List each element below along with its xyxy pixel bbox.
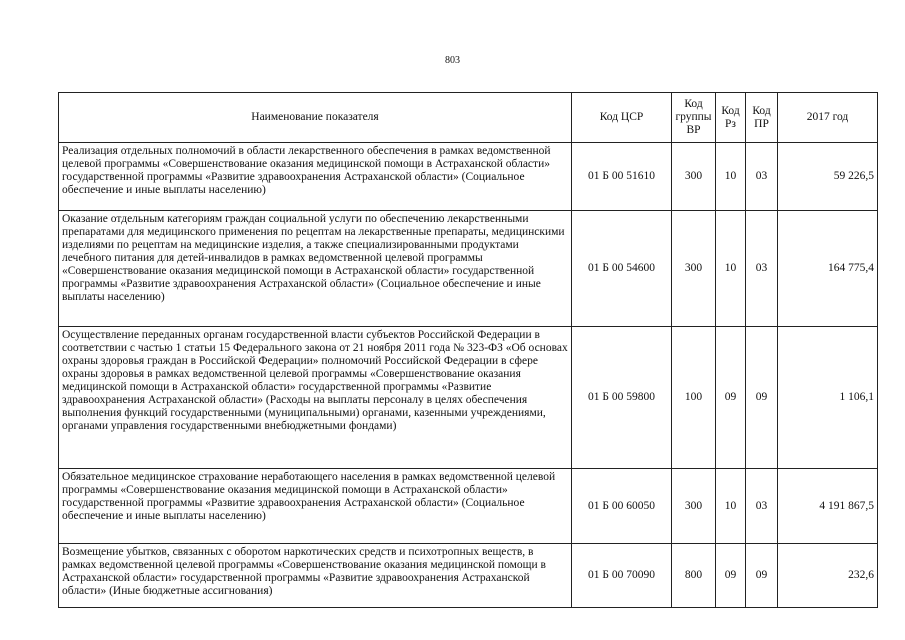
header-name: Наименование показателя <box>59 93 572 143</box>
row-pr: 09 <box>746 327 778 469</box>
budget-table <box>58 92 878 608</box>
row-amount: 1 106,1 <box>778 327 878 469</box>
header-vr: Код группы ВР <box>672 93 716 143</box>
row-csr: 01 Б 00 51610 <box>572 143 672 211</box>
row-amount: 4 191 867,5 <box>778 469 878 544</box>
row-csr: 01 Б 00 54600 <box>572 211 672 327</box>
table-row <box>59 211 878 327</box>
header-rz: Код Рз <box>716 93 746 143</box>
row-pr: 03 <box>746 211 778 327</box>
row-csr: 01 Б 00 59800 <box>572 327 672 469</box>
row-pr: 03 <box>746 143 778 211</box>
row-pr: 03 <box>746 469 778 544</box>
header-year: 2017 год <box>778 93 878 143</box>
row-vr: 800 <box>672 544 716 608</box>
row-amount: 164 775,4 <box>778 211 878 327</box>
table-row <box>59 469 878 544</box>
row-rz: 09 <box>716 544 746 608</box>
row-rz: 10 <box>716 211 746 327</box>
row-rz: 09 <box>716 327 746 469</box>
row-amount: 232,6 <box>778 544 878 608</box>
header-csr: Код ЦСР <box>572 93 672 143</box>
row-vr: 300 <box>672 469 716 544</box>
row-name: Возмещение убытков, связанных с оборотом наркотических средств и психотропных веществ, в рамках ведомственной целевой программы «Совершенствование оказания медицинской помощи в Астраханской области» государственной программы «Развитие здравоохранения Астраханской области» (Иные бюджетные ассигнования) <box>59 544 572 608</box>
table-row <box>59 544 878 608</box>
row-name: Реализация отдельных полномочий в области лекарственного обеспечения в рамках ведомственной целевой программы «Совершенствование оказания медицинской помощи в Астраханской области» государственной программы «Развитие здравоохранения Астраханской области» (Социальное обеспечение и иные выплаты населению) <box>59 143 572 211</box>
row-name: Обязательное медицинское страхование неработающего населения в рамках ведомственной целевой программы «Совершенствование оказания медицинской помощи в Астраханской области» государственной программы «Развитие здравоохранения Астраханской области» (Социальное обеспечение и иные выплаты населению) <box>59 469 572 544</box>
row-csr: 01 Б 00 60050 <box>572 469 672 544</box>
page-number: 803 <box>445 55 460 66</box>
table-row <box>59 327 878 469</box>
row-rz: 10 <box>716 469 746 544</box>
row-vr: 300 <box>672 143 716 211</box>
row-vr: 100 <box>672 327 716 469</box>
table-row <box>59 143 878 211</box>
row-name: Оказание отдельным категориям граждан социальной услуги по обеспечению лекарственными препаратами для медицинского применения по рецептам на лекарственные препараты, медицинскими изделиями по рецептам на медицинские изделия, а также специализированными продуктами лечебного питания для детей-инвалидов в рамках ведомственной целевой программы «Совершенствование оказания медицинской помощи в Астраханской области» государственной программы «Развитие здравоохранения Астраханской области» (Социальное обеспечение и иные выплаты населению) <box>59 211 572 327</box>
row-csr: 01 Б 00 70090 <box>572 544 672 608</box>
row-vr: 300 <box>672 211 716 327</box>
table-header-row <box>59 93 878 143</box>
row-name: Осуществление переданных органам государственной власти субъектов Российской Федерации в соответствии с частью 1 статьи 15 Федерального закона от 21 ноября 2011 года № 323-ФЗ «Об основах охраны здоровья граждан в Российской Федерации» полномочий Российской Федерации в сфере охраны здоровья в рамках ведомственной целевой программы «Совершенствование оказания медицинской помощи в Астраханской области» государственной программы «Развитие здравоохранения Астраханской области» (Расходы на выплаты персоналу в целях обеспечения выполнения функций государственными (муниципальными) органами, казенными учреждениями, органами управления государственными внебюджетными фондами) <box>59 327 572 469</box>
header-pr: Код ПР <box>746 93 778 143</box>
row-amount: 59 226,5 <box>778 143 878 211</box>
row-rz: 10 <box>716 143 746 211</box>
row-pr: 09 <box>746 544 778 608</box>
